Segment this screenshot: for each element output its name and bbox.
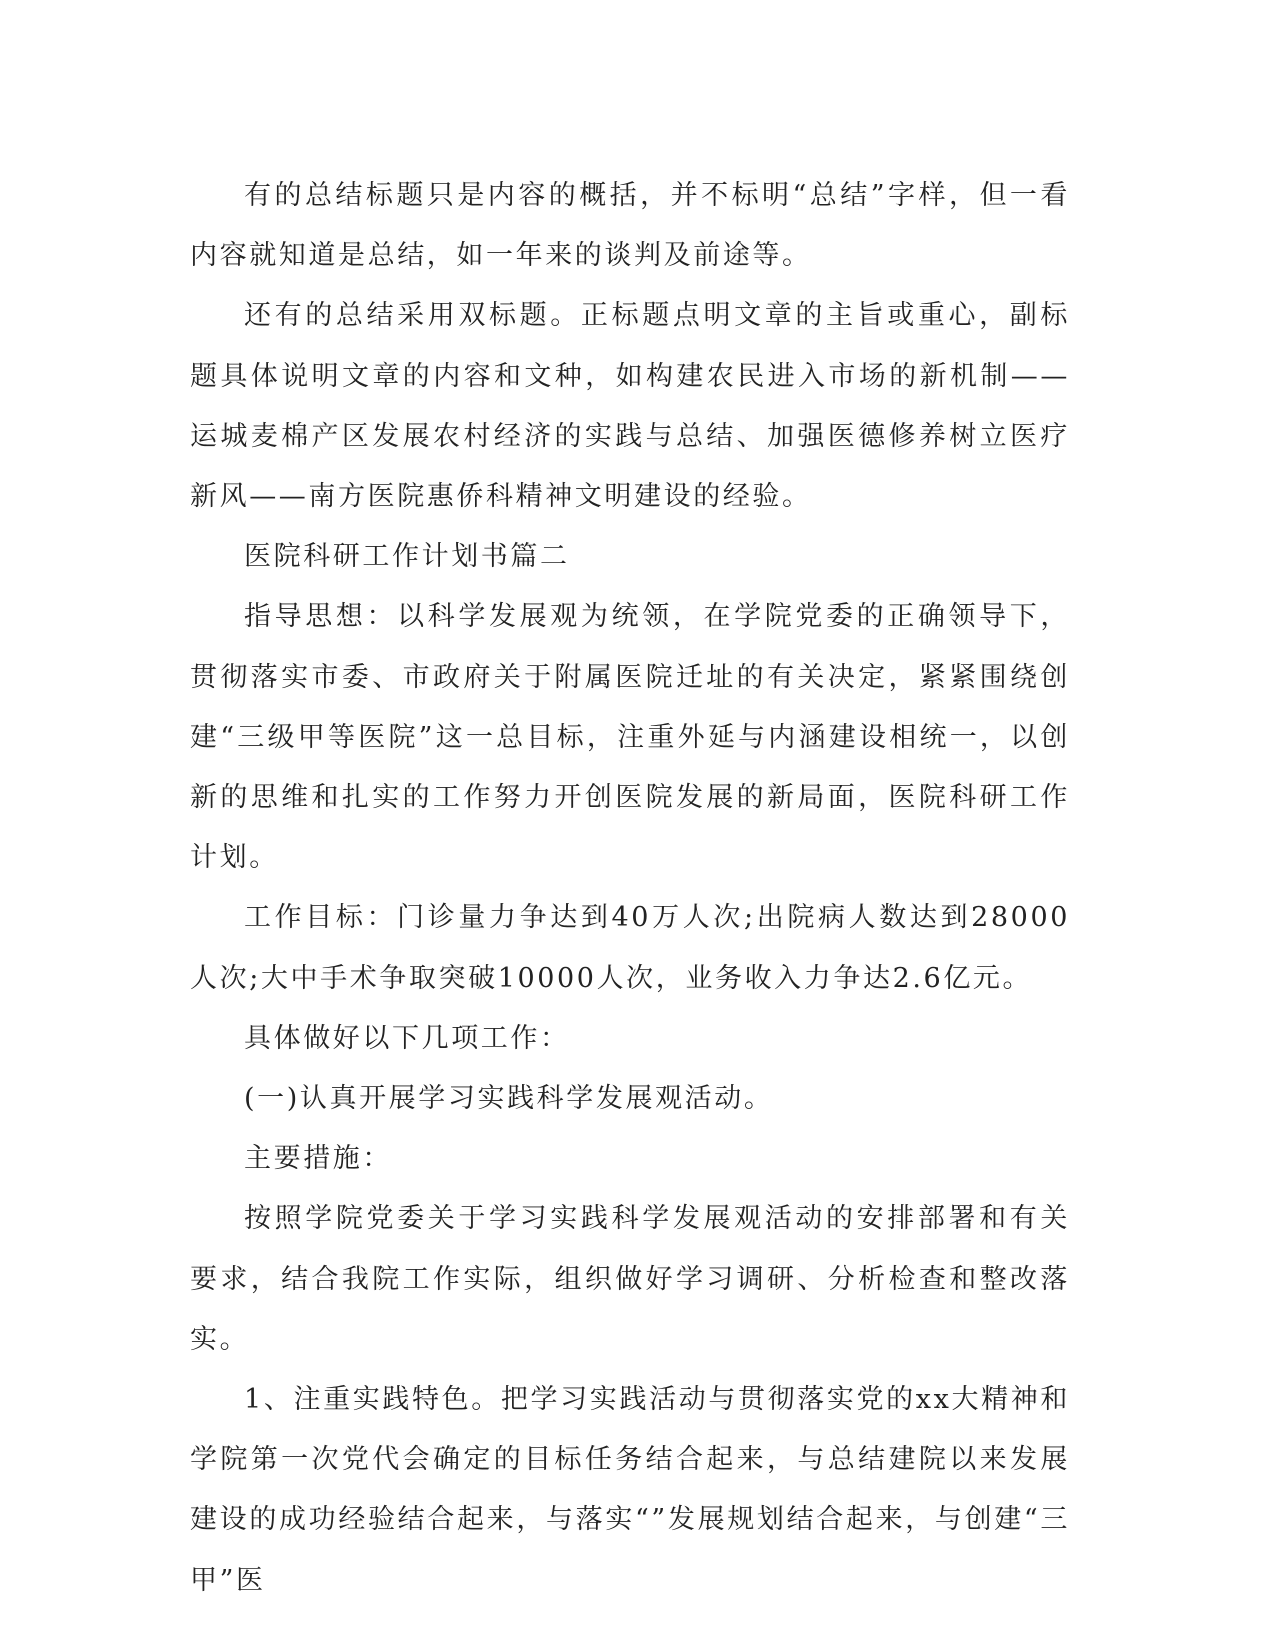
document-body <box>190 166 1070 1611</box>
paragraph-work-goals: 工作目标：门诊量力争达到40万人次;出院病人数达到28000人次;大中手术争取突破10000人次，业务收入力争达2.6亿元。 <box>190 902 1070 994</box>
paragraph-measures-detail: 按照学院党委关于学习实践科学发展观活动的安排部署和有关要求，结合我院工作实际，组织做好学习调研、分析检查和整改落实。 <box>190 1203 1070 1355</box>
paragraph-double-title: 还有的总结采用双标题。正标题点明文章的主旨或重心，副标题具体说明文章的内容和文种，如构建农民进入市场的新机制——运城麦棉产区发展农村经济的实践与总结、加强医德修养树立医疗新风——南方医院惠侨科精神文明建设的经验。 <box>190 300 1070 513</box>
section-heading: 医院科研工作计划书篇二 <box>244 541 570 573</box>
paragraph-tasks-intro: 具体做好以下几项工作： <box>244 1022 570 1054</box>
paragraph-task-one: (一)认真开展学习实践科学发展观活动。 <box>244 1083 774 1115</box>
paragraph-measures-label: 主要措施： <box>244 1143 392 1175</box>
paragraph-practice-feature: 1、注重实践特色。把学习实践活动与贯彻落实党的xx大精神和学院第一次党代会确定的目标任务结合起来，与总结建院以来发展建设的成功经验结合起来，与落实“”发展规划结合起来，与创建“三甲”医 <box>190 1384 1070 1596</box>
paragraph-guiding-thought: 指导思想：以科学发展观为统领，在学院党委的正确领导下，贯彻落实市委、市政府关于附属医院迁址的有关决定，紧紧围绕创建“三级甲等医院”这一总目标，注重外延与内涵建设相统一，以创新的思维和扎实的工作努力开创医院发展的新局面，医院科研工作计划。 <box>190 601 1070 874</box>
paragraph-title-summary: 有的总结标题只是内容的概括，并不标明“总结”字样，但一看内容就知道是总结，如一年来的谈判及前途等。 <box>190 180 1070 272</box>
